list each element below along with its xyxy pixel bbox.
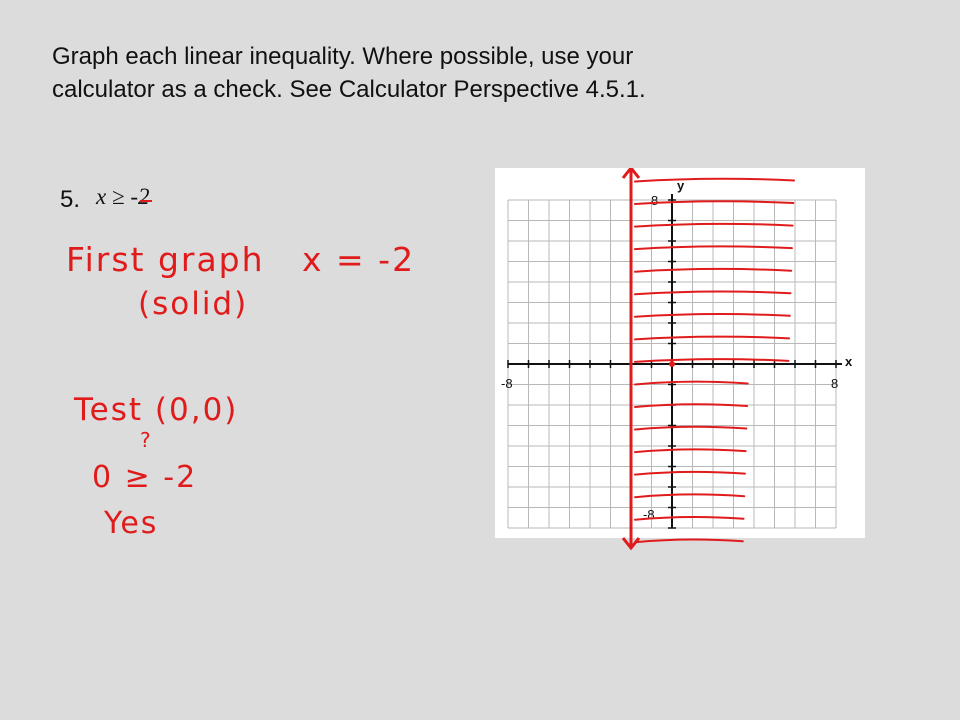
instructions-line-2: calculator as a check. See Calculator Perspective 4.5.1.: [52, 76, 646, 103]
y-min-label: -8: [643, 507, 655, 522]
instructions-line-1: Graph each linear inequality. Where possible, use your: [52, 43, 634, 70]
y-axis-label: y: [677, 178, 685, 193]
problem-number: 5.: [60, 186, 81, 213]
handwritten-comparison: 0 ≥ -2: [92, 460, 198, 495]
y-max-label: 8: [651, 193, 659, 208]
handwritten-answer: Yes: [104, 506, 159, 541]
inequality-expression: x ≥ -2: [96, 184, 150, 209]
handwritten-test-point: Test (0,0): [74, 392, 239, 428]
handwritten-equation: x = -2: [302, 240, 416, 279]
x-min-label: -8: [501, 376, 513, 391]
x-axis-label: x: [845, 354, 853, 369]
handwritten-first-graph: First graph: [66, 240, 265, 279]
handwritten-solid-note: (solid): [138, 286, 249, 322]
handwritten-question-mark: ?: [140, 428, 153, 452]
x-max-label: 8: [831, 376, 839, 391]
